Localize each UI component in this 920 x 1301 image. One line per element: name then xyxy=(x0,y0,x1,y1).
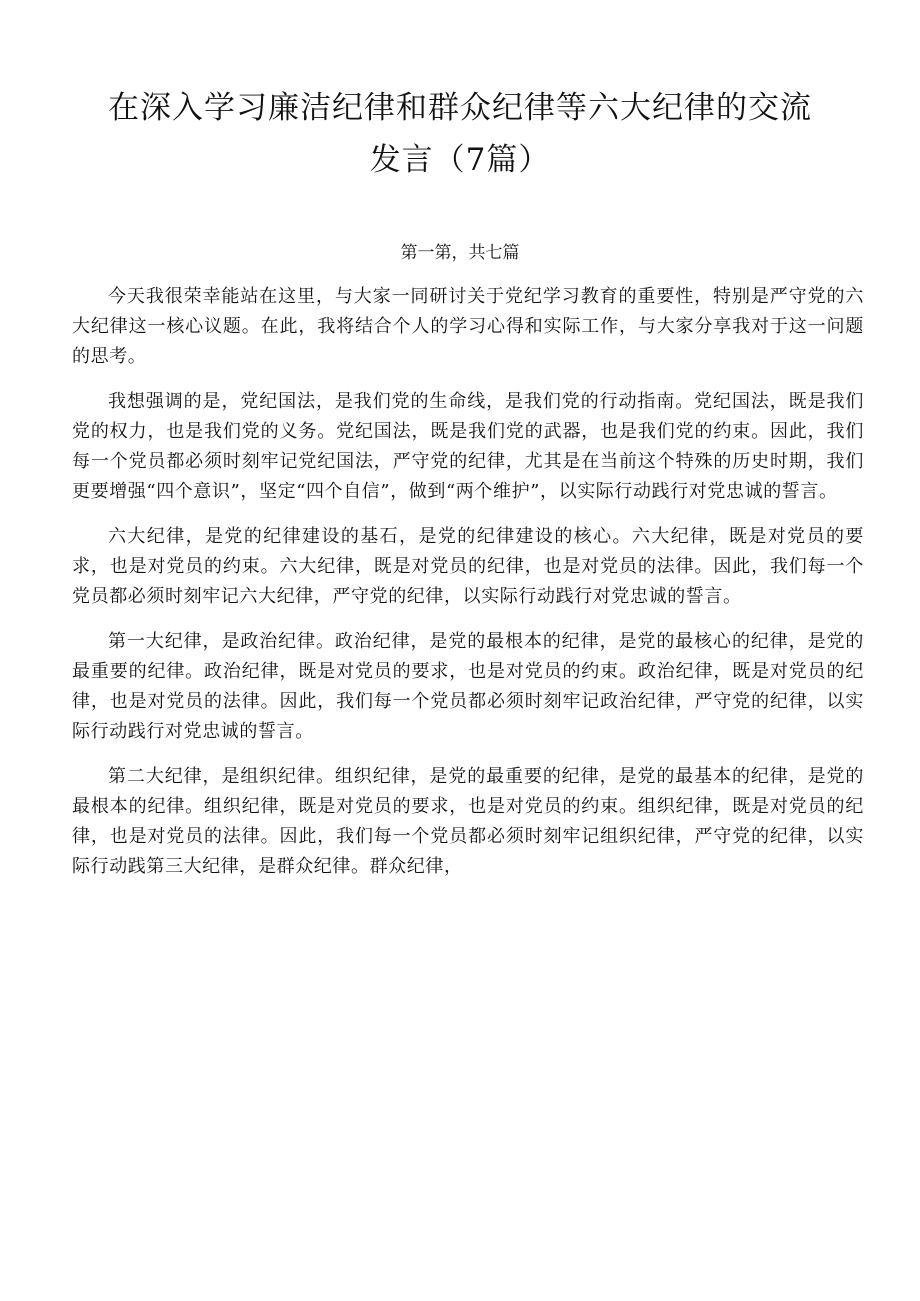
document-body xyxy=(72,282,864,897)
paragraph: 第二大纪律，是组织纪律。组织纪律，是党的最重要的纪律，是党的最基本的纪律，是党的最根本的纪律。组织纪律，既是对党员的要求，也是对党员的约束。组织纪律，既是对党员的纪律，也是对党员的法律。因此，我们每一个党员都必须时刻牢记组织纪律，严守党的纪律，以实际行动践第三大纪律，是群众纪律。群众纪律， xyxy=(72,766,864,877)
paragraph: 六大纪律，是党的纪律建设的基石，是党的纪律建设的核心。六大纪律，既是对党员的要求，也是对党员的约束。六大纪律，既是对党员的纪律，也是对党员的法律。因此，我们每一个党员都必须时刻牢记六大纪律，严守党的纪律，以实际行动践行对党忠诚的誓言。 xyxy=(72,526,864,607)
paragraph: 今天我很荣幸能站在这里，与大家一同研讨关于党纪学习教育的重要性，特别是严守党的六大纪律这一核心议题。在此，我将结合个人的学习心得和实际工作，与大家分享我对于这一问题的思考。 xyxy=(72,286,864,367)
paragraph: 第一大纪律，是政治纪律。政治纪律，是党的最根本的纪律，是党的最核心的纪律，是党的最重要的纪律。政治纪律，既是对党员的要求，也是对党员的约束。政治纪律，既是对党员的纪律，也是对党员的法律。因此，我们每一个党员都必须时刻牢记政治纪律，严守党的纪律，以实际行动践行对党忠诚的誓言。 xyxy=(72,631,864,742)
document-title-line-2: 发言（7篇） xyxy=(369,142,551,178)
part-heading: 第一第，共七篇 xyxy=(400,243,520,263)
document-title-line-1: 在深入学习廉洁纪律和群众纪律等六大纪律的交流 xyxy=(108,90,812,126)
paragraph: 我想强调的是，党纪国法，是我们党的生命线，是我们党的行动指南。党纪国法，既是我们党的权力，也是我们党的义务。党纪国法，既是我们党的武器，也是我们党的约束。因此，我们每一个党员都必须时刻牢记党纪国法，严守党的纪律，尤其是在当前这个特殊的历史时期，我们更要增强“四个意识”，坚定“四个自信”，做到“两个维护”，以实际行动践行对党忠诚的誓言。 xyxy=(72,391,864,502)
document-title xyxy=(60,82,860,186)
